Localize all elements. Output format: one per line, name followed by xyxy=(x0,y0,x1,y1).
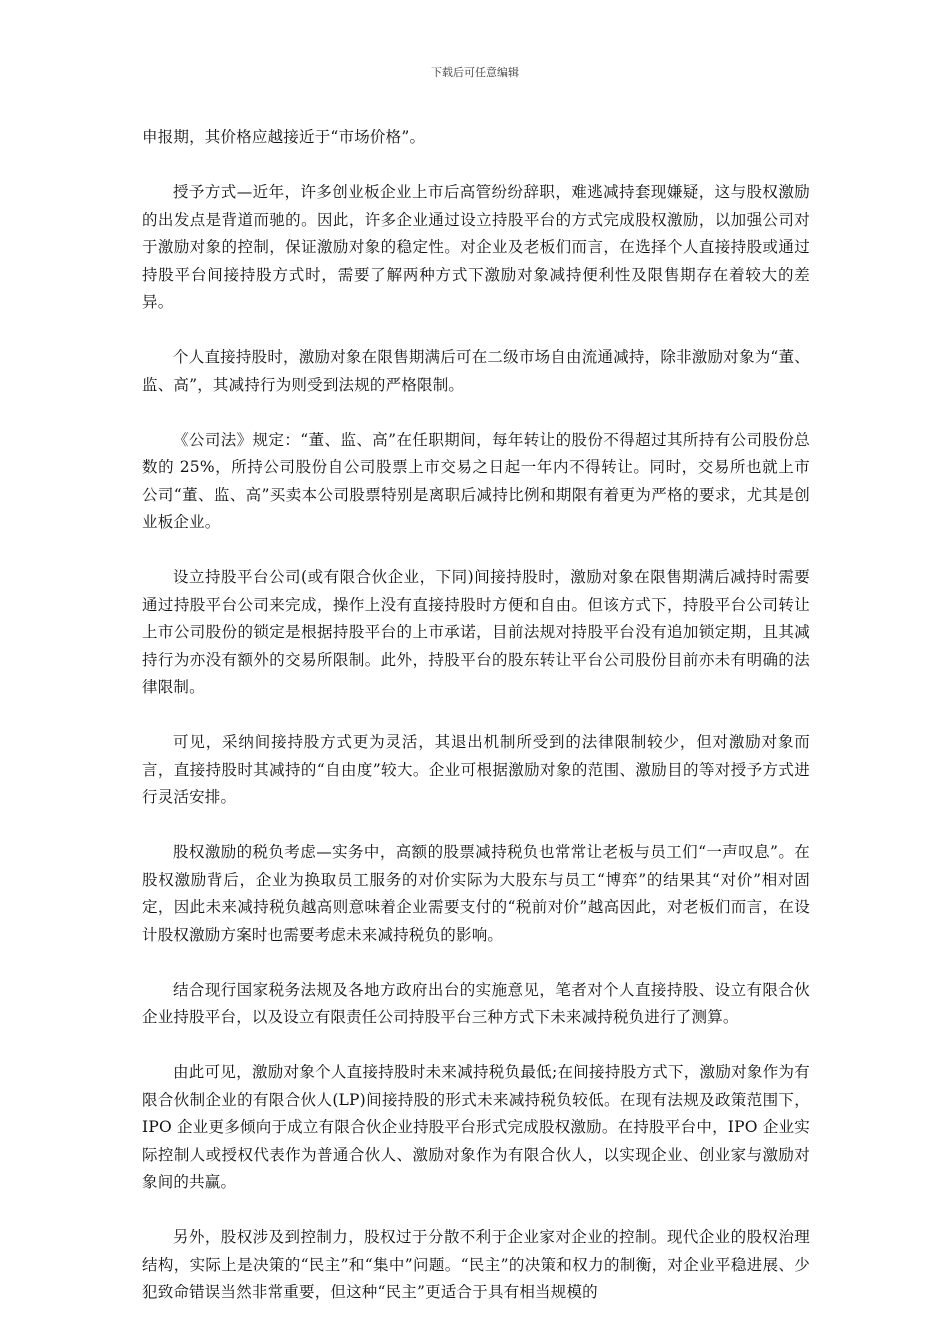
paragraph-2: 授予方式—近年，许多创业板企业上市后高管纷纷辞职，难逃减持套现嫌疑，这与股权激励的出发点是背道而驰的。因此，许多企业通过设立持股平台的方式完成股权激励，以加强公司对于激励对象的控制，保证激励对象的稳定性。对企业及老板们而言，在选择个人直接持股或通过持股平台间接持股方式时，需要了解两种方式下激励对象减持便利性及限售期存在着较大的差异。 xyxy=(142,183,810,311)
paragraph-7: 股权激励的税负考虑—实务中，高额的股票减持税负也常常让老板与员工们“一声叹息”。在股权激励背后，企业为换取员工服务的对价实际为大股东与员工“博弈”的结果其“对价”相对固定，因此未来减持税负越高则意味着企业需要支付的“税前对价”越高因此，对老板们而言，在设计股权激励方案时也需要考虑未来减持税负的影响。 xyxy=(142,843,810,944)
paragraph-1: 申报期，其价格应越接近于“市场价格”。 xyxy=(142,128,426,146)
paragraph-4: 《公司法》规定：“董、监、高”在任职期间，每年转让的股份不得超过其所持有公司股份总数的 25%，所持公司股份自公司股票上市交易之日起一年内不得转让。同时，交易所也就上市公司“董、监、高”买卖本公司股票特别是离职后减持比例和期限有着更为严格的要求，尤其是创业板企业。 xyxy=(142,430,810,531)
paragraph-6: 可见，采纳间接持股方式更为灵活，其退出机制所受到的法律限制较少，但对激励对象而言，直接持股时其减持的“自由度”较大。企业可根据激励对象的范围、激励目的等对授予方式进行灵活安排。 xyxy=(142,733,810,806)
paragraph-3: 个人直接持股时，激励对象在限售期满后可在二级市场自由流通减持，除非激励对象为“董、监、高”，其减持行为则受到法规的严格限制。 xyxy=(142,348,810,394)
page-header: 下载后可任意编辑 xyxy=(431,66,519,79)
paragraph-5: 设立持股平台公司(或有限合伙企业，下同)间接持股时，激励对象在限售期满后减持时需要通过持股平台公司来完成，操作上没有直接持股时方便和自由。但该方式下，持股平台公司转让上市公司股份的锁定是根据持股平台的上市承诺，目前法规对持股平台没有追加锁定期，且其减持行为亦没有额外的交易所限制。此外，持股平台的股东转让平台公司股份目前亦未有明确的法律限制。 xyxy=(142,568,810,696)
paragraph-10: 另外，股权涉及到控制力，股权过于分散不利于企业家对企业的控制。现代企业的股权治理结构，实际上是决策的“民主”和“集中”问题。“民主”的决策和权力的制衡，对企业平稳进展、少犯致命错误当然非常重要，但这种“民主”更适合于具有相当规模的 xyxy=(142,1228,810,1301)
paragraph-8: 结合现行国家税务法规及各地方政府出台的实施意见，笔者对个人直接持股、设立有限合伙企业持股平台，以及设立有限责任公司持股平台三种方式下未来减持税负进行了测算。 xyxy=(142,980,810,1026)
paragraph-9: 由此可见，激励对象个人直接持股时未来减持税负最低;在间接持股方式下，激励对象作为有限合伙制企业的有限合伙人(LP)间接持股的形式未来减持税负较低。在现有法规及政策范围下，IPO 企业更多倾向于成立有限合伙企业持股平台形式完成股权激励。在持股平台中，IPO 企业实际控制人或授权代表作为普通合伙人、激励对象作为有限合伙人，以实现企业、创业家与激励对象间的共赢。 xyxy=(142,1063,810,1191)
document-body xyxy=(142,124,810,1334)
